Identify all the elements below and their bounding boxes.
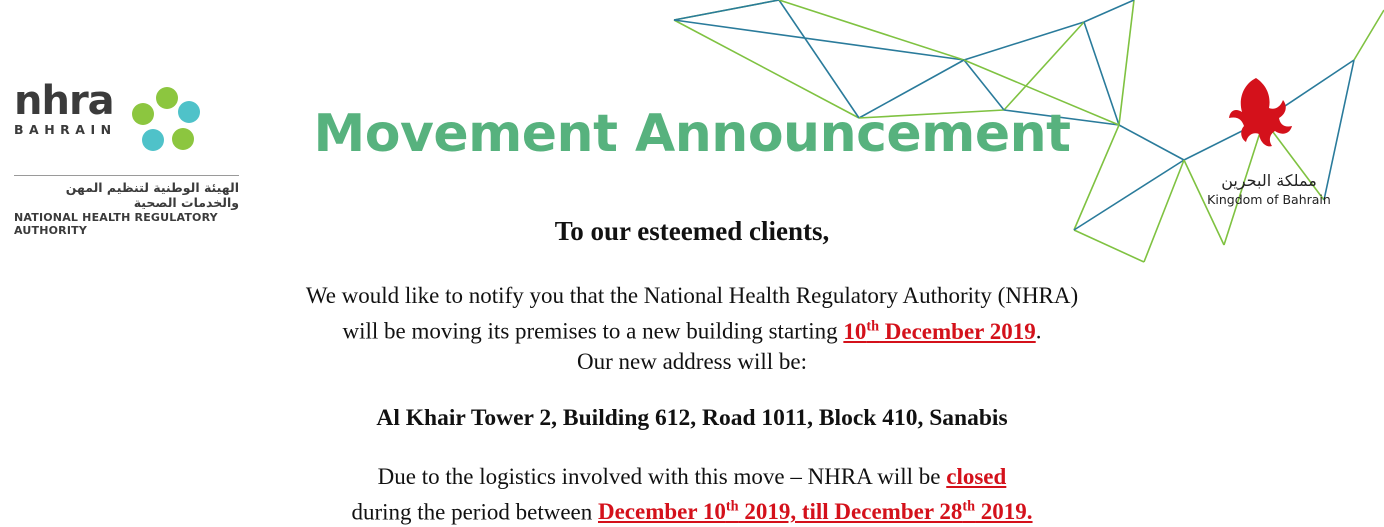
paragraph2-line2-pre: during the period between — [351, 499, 598, 525]
paragraph1-line3: Our new address will be: — [577, 348, 807, 374]
paragraph1-line1: We would like to notify you that the National Health Regulatory Authority (NHRA) — [305, 283, 1079, 308]
nhra-arabic-name: الهيئة الوطنية لتنظيم المهن والخدمات الصحية — [65, 180, 239, 210]
salutation: To our esteemed clients, — [554, 216, 830, 246]
nhra-english-name: NATIONAL HEALTH REGULATORY AUTHORITY — [14, 211, 218, 237]
closure-date1-suffix: th — [725, 498, 739, 515]
paragraph2-line1-pre: Due to the logistics involved with this move – NHRA will be — [377, 463, 947, 489]
paragraph-closure — [0, 462, 1384, 527]
closure-date2-suffix: th — [962, 498, 976, 515]
page-title: Movement Announcement — [313, 104, 1071, 164]
crest-arabic-label: مملكة البحرين — [1221, 171, 1317, 190]
closure-date1-rest: 2019, till December 28 — [738, 499, 963, 525]
move-date-day: 10 — [843, 318, 867, 344]
closed-highlight: closed — [946, 463, 1007, 489]
crest-english-label: Kingdom of Bahrain — [1207, 192, 1331, 207]
closure-date2-rest: 2019. — [975, 499, 1033, 525]
move-date-highlight — [843, 319, 1035, 344]
move-date-rest: December 2019 — [879, 318, 1036, 344]
closure-period-highlight — [598, 499, 1033, 524]
paragraph1-line2-pre: will be moving its premises to a new building starting — [342, 318, 844, 344]
new-address: Al Khair Tower 2, Building 612, Road 1011, Block 410, Sanabis — [376, 404, 1008, 431]
nhra-wordmark-subtext: BAHRAIN — [14, 122, 117, 137]
closure-date1: December 10 — [597, 499, 726, 525]
move-date-suffix: th — [866, 318, 880, 334]
paragraph1-line2-post: . — [1035, 318, 1042, 344]
paragraph-notification — [0, 281, 1384, 377]
nhra-wordmark-text: nhra — [14, 78, 114, 124]
